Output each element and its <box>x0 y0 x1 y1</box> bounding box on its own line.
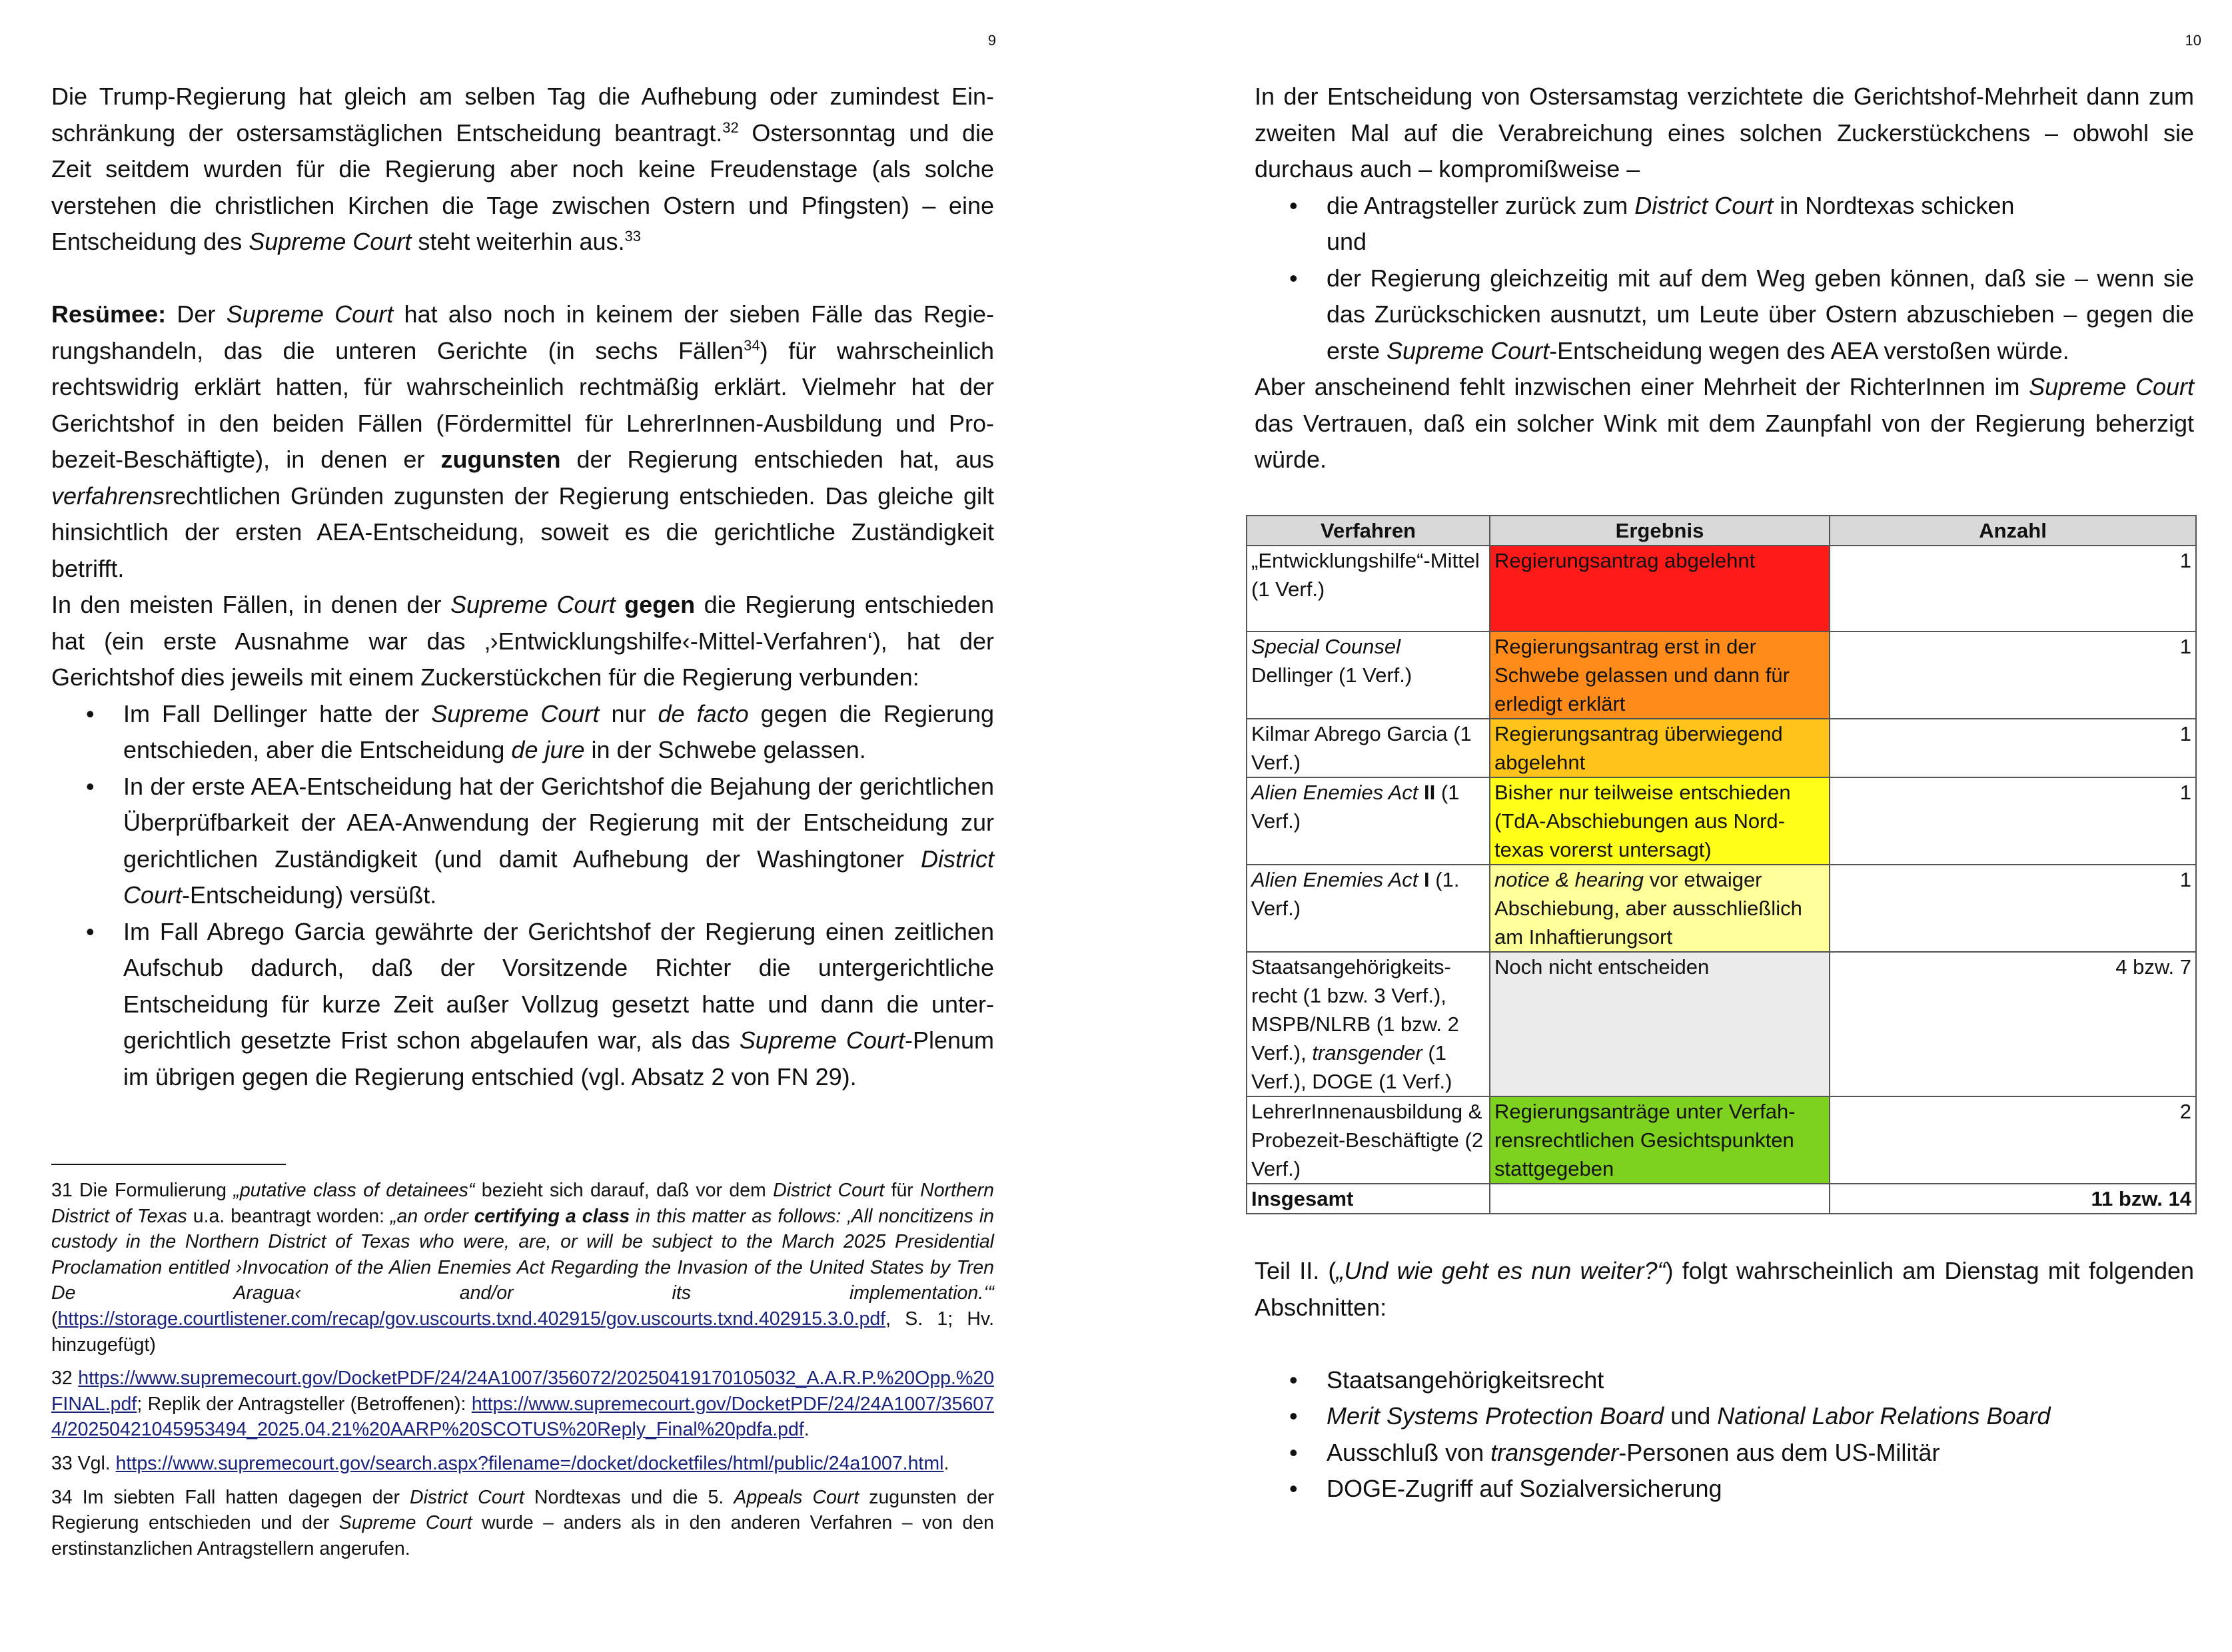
bullet-list <box>51 696 994 1096</box>
footnotes <box>51 1178 994 1569</box>
table-row <box>1247 1096 2196 1184</box>
list-item: • der Regierung gleichzeitig mit auf dem Weg geben können, daß sie – wenn sie das Zurückschicken ausnutzt, um Leute über Ostern abzuschieben – gegen die erste Supreme Court-Entscheidung wegen des AEA verstoßen würde. <box>1255 260 2194 370</box>
cell-ergebnis: Regierungsantrag erst in der Schwebe gelassen und dann für erledigt erklärt <box>1490 631 1830 719</box>
cell-verfahren: Staatsangehörigkeitsrecht (1 bzw. 3 Verf.), MSPB/NLRB (1 bzw. 2 Verf.), transgender (1 Verf.), DOGE (1 Verf.) <box>1247 952 1490 1096</box>
cell-anzahl: 1 <box>1830 719 2196 777</box>
footnote-link[interactable]: https://www.supremecourt.gov/DocketPDF/24/24A1007/356074/20250421045953494_2025.04.21%20AARP%20SCOTUS%20Reply_Final%20pdfa.pdf <box>51 1393 994 1441</box>
footnote-link[interactable]: https://www.supremecourt.gov/DocketPDF/24/24A1007/356072/20250419170105032_A.A.R.P.%20Opp.%20FINAL.pdf <box>51 1368 994 1415</box>
cell-anzahl: 1 <box>1830 777 2196 865</box>
column-header: Ergebnis <box>1490 516 1830 546</box>
left-body <box>51 79 994 1095</box>
cell-ergebnis: Noch nicht entscheiden <box>1490 952 1830 1096</box>
footnote-31: 31 Die Formulierung „putative class of detainees“ bezieht sich darauf, daß vor dem District Court für Northern District of Texas u.a. beantragt worden: „an order certifying a class in this matter as follows: ‚All noncitizens in custody in the Northern District of Texas who were, are, or will be subject to the March 2025 Presidential Proclamation entitled ›Invocation of the Alien Enemies Act Regarding the Invasion of the United States by Tren De Aragua‹ and/or its implementation.‘“ (https://storage.courtlistener.com/recap/gov.uscourts.txnd.402915/gov.uscourts.txnd.402915.3.0.pdf, S. 1; Hv. hinzugefügt) <box>51 1180 995 1356</box>
paragraph-resuemee: Resümee: Der Supreme Court hat also noch in keinem der sieben Fälle das Regierungshandeln, das die unteren Gerichte (in sechs Fällen$^{34}$) für wahrscheinlich rechtswidrig erklärt hatten, für wahrscheinlich rechtmäßig erklärt. Vielmehr hat der Gerichtshof in den beiden Fällen (Fördermittel für LehrerInnen-Ausbildung und Probezeit-Beschäftigte), in denen er zugunsten der Regierung entschieden hat, aus verfahrensrechtlichen Gründen zugunsten der Regierung entschieden. Das gleiche gilt hinsichtlich der ersten AEA-Entscheidung, soweit es die gerichtliche Zuständigkeit betrifft. <box>51 300 995 582</box>
table-header-row <box>1247 516 2196 546</box>
list-item: • Im Fall Dellinger hatte der Supreme Court nur de facto gegen die Regierung entschieden, aber die Entscheidung de jure in der Schwebe gelassen. <box>51 696 994 769</box>
paragraph-3: In den meisten Fällen, in denen der Supreme Court gegen die Regierung entschieden hat (ein erste Ausnahme war das ‚›Entwicklungshilfe‹-Mittel-Verfahren‘), hat der Gerichtshof dies jeweils mit einem Zuckerstückchen für die Regierung verbunden: <box>51 591 994 691</box>
total-value: 11 bzw. 14 <box>1830 1184 2196 1214</box>
column-header: Verfahren <box>1247 516 1490 546</box>
topics-list <box>1255 1362 2194 1507</box>
total-empty-cell <box>1490 1184 1830 1214</box>
footnote-separator <box>51 1164 286 1165</box>
cell-anzahl: 1 <box>1830 631 2196 719</box>
footnote-link[interactable]: https://www.supremecourt.gov/search.aspx?filename=/docket/docketfiles/html/public/24a1007.html <box>115 1452 944 1474</box>
cell-verfahren: Alien Enemies Act II (1 Verf.) <box>1247 777 1490 865</box>
table-row <box>1247 777 2196 865</box>
results-table <box>1246 515 2197 1214</box>
list-item: • Staatsangehörigkeitsrecht <box>1255 1362 2194 1399</box>
outlook-section <box>1255 1253 2194 1507</box>
table-total-row <box>1247 1184 2196 1214</box>
cell-verfahren: Alien Enemies Act I (1. Verf.) <box>1247 865 1490 952</box>
cell-ergebnis: Regierungsantrag abgelehnt <box>1490 546 1830 631</box>
list-item: • DOGE-Zugriff auf Sozialversicherung <box>1255 1471 2194 1507</box>
cell-ergebnis: Regierungsantrag überwiegend abgelehnt <box>1490 719 1830 777</box>
paragraph-3: Teil II. („Und wie geht es nun weiter?“) folgt wahrscheinlich am Dienstag mit folgenden Abschnitten: <box>1255 1257 2195 1321</box>
total-label: Insgesamt <box>1247 1184 1490 1214</box>
table-row <box>1247 952 2196 1096</box>
list-item: • die Antragsteller zurück zum District Court in Nordtexas schicken <box>1255 188 2194 224</box>
cell-anzahl: 1 <box>1830 865 2196 952</box>
table-row <box>1247 631 2196 719</box>
cell-anzahl: 4 bzw. 7 <box>1830 952 2196 1096</box>
list-item: • Im Fall Abrego Garcia gewährte der Gerichtshof der Regierung einen zeitlichen Aufschub dadurch, daß der Vorsitzende Richter die untergerichtliche Entscheidung für kurze Zeit außer Vollzug gesetzt hatte und dann die untergerichtlich gesetzte Frist schon abgelaufen war, als das Supreme Court-Plenum im übrigen gegen die Regierung entschied (vgl. Absatz 2 von FN 29). <box>51 914 994 1096</box>
cell-verfahren: „Entwicklungshilfe“-Mittel (1 Verf.) <box>1247 546 1490 631</box>
paragraph-2: Aber anscheinend fehlt inzwischen einer Mehrheit der RichterInnen im Supreme Court das Vertrauen, daß ein solcher Wink mit dem Zaunpfahl von der Regierung beherzigt würde. <box>1255 373 2195 473</box>
footnote-33: 33 Vgl. https://www.supremecourt.gov/search.aspx?filename=/docket/docketfiles/html/public/24a1007.html. <box>51 1452 949 1474</box>
footnote-link[interactable]: https://storage.courtlistener.com/recap/gov.uscourts.txnd.402915/gov.uscourts.txnd.402915.3.0.pdf <box>57 1308 886 1330</box>
table-row <box>1247 865 2196 952</box>
footnote-32: 32 https://www.supremecourt.gov/DocketPDF/24/24A1007/356072/20250419170105032_A.A.R.P.%20Opp.%20FINAL.pdf; Replik der Antragsteller (Betroffenen): https://www.supremecourt.gov/DocketPDF/24/24A1007/356074/20250421045953494_2025.04.21%20AARP%20SCOTUS%20Reply_Final%20pdfa.pdf. <box>51 1368 994 1441</box>
table-row <box>1247 719 2196 777</box>
footnote-ref-33[interactable]: 33 <box>624 228 641 244</box>
table-row <box>1247 546 2196 631</box>
cell-verfahren: LehrerInnenausbildung & Probezeit-Beschäftigte (2 Verf.) <box>1247 1096 1490 1184</box>
cell-anzahl: 2 <box>1830 1096 2196 1184</box>
page-number: 9 <box>987 32 996 49</box>
cell-ergebnis: notice & hearing vor etwaiger Abschiebung, aber ausschließlich am Inhaftierungsort <box>1490 865 1830 952</box>
footnote-ref-34[interactable]: 34 <box>744 336 760 354</box>
list-item: • Ausschluß von transgender-Personen aus dem US-Militär <box>1255 1435 2194 1471</box>
cell-ergebnis: Bisher nur teilweise entschieden (TdA-Abschiebungen aus Nordtexas vorerst untersagt) <box>1490 777 1830 865</box>
page-number: 10 <box>2185 32 2201 49</box>
bullet-list <box>1255 260 2194 370</box>
cell-verfahren: Special Counsel Dellinger (1 Verf.) <box>1247 631 1490 719</box>
list-item: • In der erste AEA-Entscheidung hat der Gerichtshof die Bejahung der gerichtlichen Überprüfbarkeit der AEA-Anwendung der Regierung mit der Entscheidung zur gerichtlichen Zuständigkeit (und damit Aufhebung der Washingtoner District Court-Entscheidung) versüßt. <box>51 769 994 914</box>
connector-text: und <box>1327 228 1367 255</box>
column-header: Anzahl <box>1830 516 2196 546</box>
footnote-ref-32[interactable]: 32 <box>722 119 739 136</box>
cell-anzahl: 1 <box>1830 546 2196 631</box>
paragraph-1: In der Entscheidung von Ostersamstag verzichtete die Gerichtshof-Mehrheit dann zum zweiten Mal auf die Verabreichung eines solchen Zuckerstückchens – obwohl sie durchaus auch – kompromißweise – <box>1255 83 2194 183</box>
cell-verfahren: Kilmar Abrego Garcia (1 Verf.) <box>1247 719 1490 777</box>
paragraph-1: Die Trump-Regierung hat gleich am selben Tag die Aufhebung oder zumindest Einschränkung der ostersamstäglichen Entscheidung beantragt.$^{32}$ Ostersonntag und die Zeit seitdem wurden für die Regierung aber noch keine Freudenstage (als solche verstehen die christlichen Kirchen die Tage zwischen Ostern und Pfingsten) – eine Entscheidung des Supreme Court steht weiterhin aus.$^{33}$ <box>51 83 995 255</box>
right-body <box>1255 79 2194 478</box>
bullet-list <box>1255 188 2194 224</box>
footnote-34: 34 Im siebten Fall hatten dagegen der District Court Nordtexas und die 5. Appeals Court zugunsten der Regierung entschieden und der Supreme Court wurde – anders als in den anderen Verfahren – von den erstinstanzlichen Antragstellern angerufen. <box>51 1486 994 1559</box>
cell-ergebnis: Regierungsanträge unter Verfahrensrechtlichen Gesichtspunkten stattgegeben <box>1490 1096 1830 1184</box>
page-right <box>1116 0 2232 1652</box>
list-item: • Merit Systems Protection Board und National Labor Relations Board <box>1255 1398 2194 1435</box>
